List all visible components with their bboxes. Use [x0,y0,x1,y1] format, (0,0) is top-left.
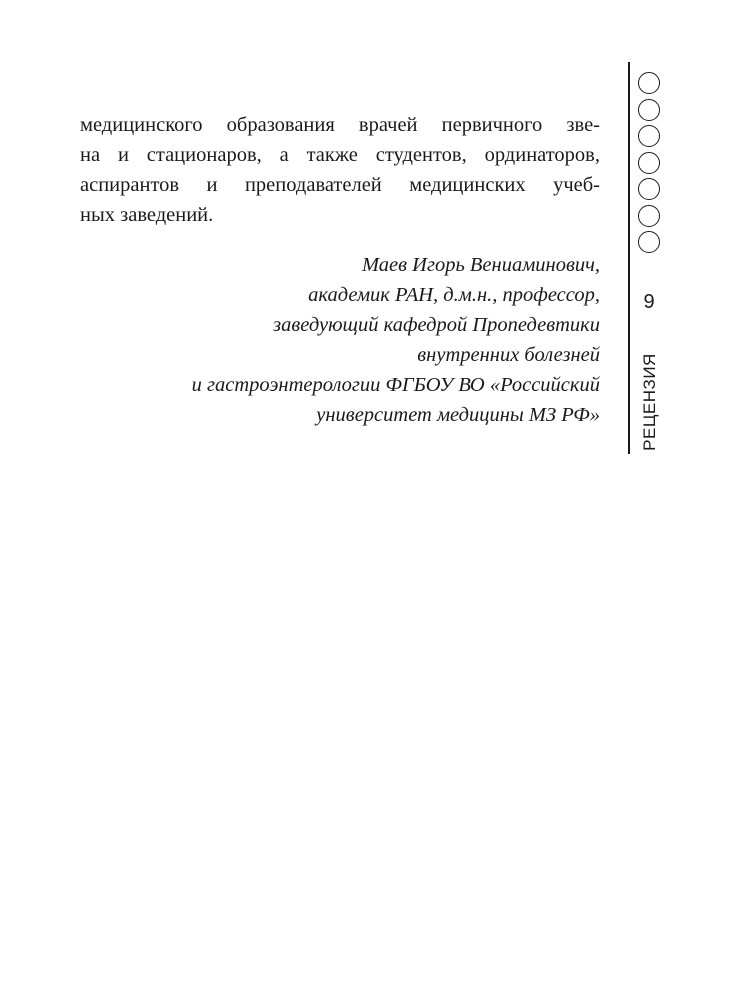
sidebar-divider [628,62,630,454]
section-label: РЕЦЕНЗИЯ [640,353,659,451]
reviewer-department: внутренних болезней [417,344,600,366]
circle-icon [638,205,660,227]
reviewer-name: Маев Игорь Вениаминович, [361,254,600,276]
body-paragraph [80,110,600,230]
page-number: 9 [643,291,655,313]
circle-icon [638,125,660,147]
circle-icon [638,99,660,121]
reviewer-title: академик РАН, д.м.н., профессор, [308,284,600,306]
circle-icon [638,178,660,200]
circle-icon [638,72,660,94]
body-line: на и стационаров, а также студентов, ординаторов, [80,144,600,166]
body-line: ных заведений. [80,204,214,226]
circle-icon [638,231,660,253]
reviewer-institution: и гастроэнтерологии ФГБОУ ВО «Российский [191,374,600,396]
sidebar-circle-decoration [638,72,664,258]
reviewer-position: заведующий кафедрой Пропедевтики [273,314,600,336]
reviewer-signature [80,250,600,430]
body-line: медицинского образования врачей первичного зве- [80,114,600,136]
reviewer-institution-cont: университет медицины МЗ РФ» [316,404,600,426]
body-line: аспирантов и преподавателей медицинских учеб- [80,174,600,196]
circle-icon [638,152,660,174]
section-label-container [636,350,664,454]
